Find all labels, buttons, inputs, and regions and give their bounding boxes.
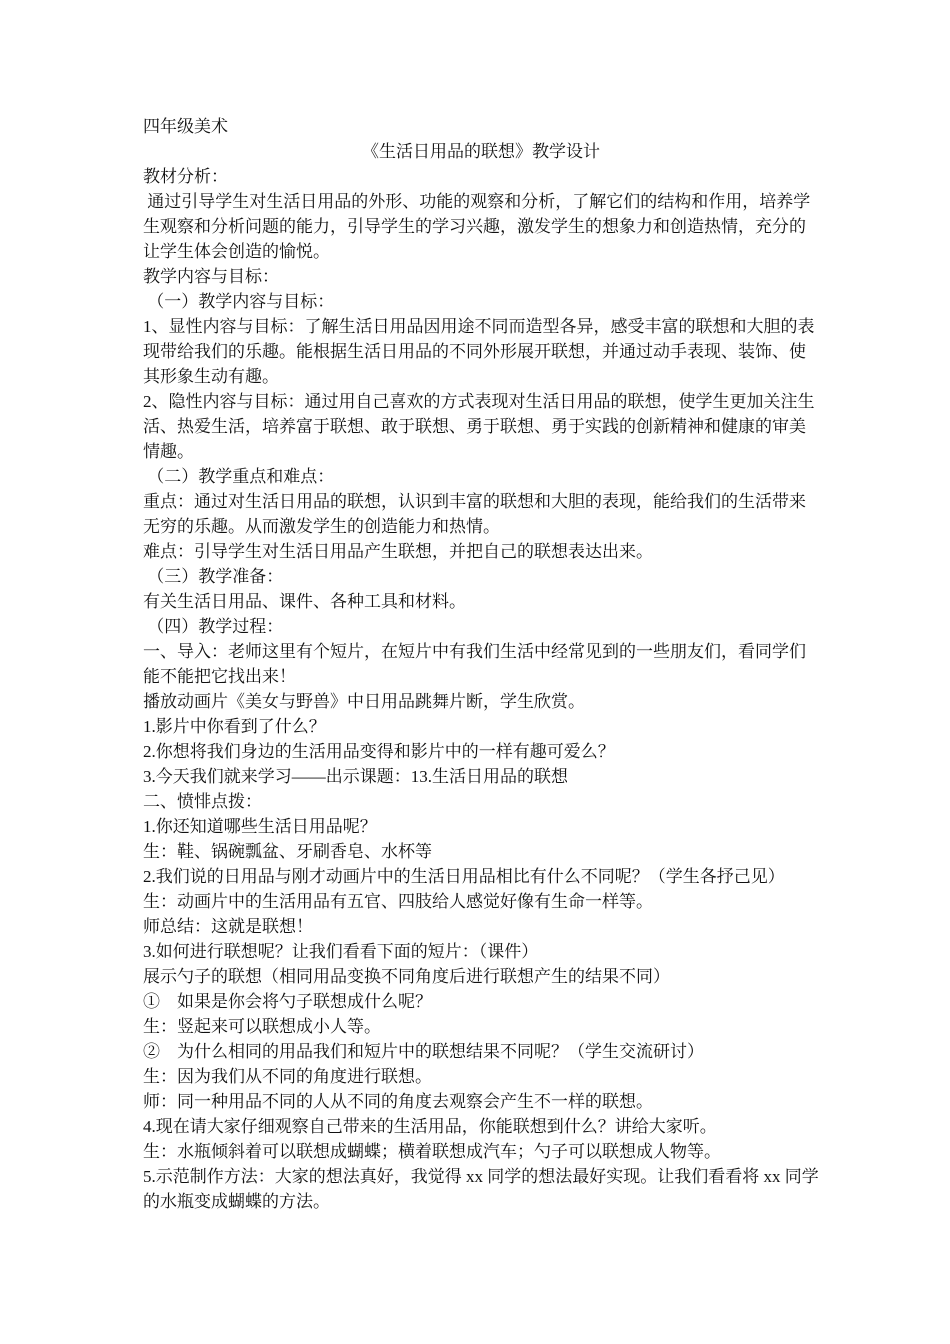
text-line: 教学内容与目标： [143, 267, 279, 286]
text-line: 一、导入：老师这里有个短片，在短片中有我们生活中经常见到的一些朋友们，看同学们 [143, 642, 806, 661]
text-line: 无穷的乐趣。从而激发学生的创造能力和热情。 [143, 517, 500, 536]
text-line: 通过引导学生对生活日用品的外形、功能的观察和分析，了解它们的结构和作用，培养学 [143, 192, 811, 211]
text-line: 1、显性内容与目标：了解生活日用品因用途不同而造型各异，感受丰富的联想和大胆的表 [143, 317, 815, 336]
text-line: 情趣。 [143, 442, 194, 461]
text-line: 难点：引导学生对生活日用品产生联想，并把自己的联想表达出来。 [143, 542, 653, 561]
text-line: 师总结：这就是联想！ [143, 917, 313, 936]
text-line: 生：水瓶倾斜着可以联想成蝴蝶；横着联想成汽车；勺子可以联想成人物等。 [143, 1142, 721, 1161]
text-line: 有关生活日用品、课件、各种工具和材料。 [143, 592, 466, 611]
text-line: 现带给我们的乐趣。能根据生活日用品的不同外形展开联想，并通过动手表现、装饰、使 [143, 342, 806, 361]
text-line: 1.你还知道哪些生活日用品呢？ [143, 817, 377, 836]
text-line: 让学生体会创造的愉悦。 [143, 242, 330, 261]
text-line: 展示勺子的联想（相同用品变换不同角度后进行联想产生的结果不同） [143, 967, 670, 986]
text-line: 1.影片中你看到了什么？ [143, 717, 326, 736]
text-line: （三）教学准备： [143, 567, 284, 586]
text-line: ② 为什么相同的用品我们和短片中的联想结果不同呢？（学生交流研讨） [143, 1042, 704, 1061]
text-line: 4.现在请大家仔细观察自己带来的生活用品，你能联想到什么？讲给大家听。 [143, 1117, 717, 1136]
text-line: 生：动画片中的生活用品有五官、四肢给人感觉好像有生命一样等。 [143, 892, 653, 911]
course-label: 四年级美术 [143, 117, 228, 136]
text-line: 生：竖起来可以联想成小人等。 [143, 1017, 381, 1036]
text-line: ① 如果是你会将勺子联想成什么呢？ [143, 992, 432, 1011]
text-line: （二）教学重点和难点： [143, 467, 335, 486]
text-line: 二、愤悱点拨： [143, 792, 262, 811]
text-line: 3.今天我们就来学习——出示课题：13.生活日用品的联想 [143, 767, 568, 786]
text-line: 其形象生动有趣。 [143, 367, 279, 386]
text-line: 能不能把它找出来！ [143, 667, 296, 686]
text-line: 2.你想将我们身边的生活用品变得和影片中的一样有趣可爱么？ [143, 742, 615, 761]
text-line: 师：同一种用品不同的人从不同的角度去观察会产生不一样的联想。 [143, 1092, 653, 1111]
text-line: 生：鞋、锅碗瓢盆、牙刷香皂、水杯等 [143, 842, 432, 861]
text-line: 2、隐性内容与目标：通过用自己喜欢的方式表现对生活日用品的联想，使学生更加关注生 [143, 392, 815, 411]
text-line: 重点：通过对生活日用品的联想，认识到丰富的联想和大胆的表现，能给我们的生活带来 [143, 492, 806, 511]
document-body [143, 114, 819, 1214]
text-line: 生：因为我们从不同的角度进行联想。 [143, 1067, 432, 1086]
document-title: 《生活日用品的联想》教学设计 [362, 142, 600, 161]
text-line: 活、热爱生活，培养富于联想、敢于联想、勇于联想、勇于实践的创新精神和健康的审美 [143, 417, 806, 436]
text-line: 5.示范制作方法：大家的想法真好，我觉得 xx 同学的想法最好实现。让我们看看将 xx 同学 [143, 1167, 819, 1186]
text-line: 教材分析： [143, 167, 228, 186]
text-line: 的水瓶变成蝴蝶的方法。 [143, 1192, 330, 1211]
text-line: 生观察和分析问题的能力，引导学生的学习兴趣，激发学生的想象力和创造热情，充分的 [143, 217, 806, 236]
text-line: （一）教学内容与目标： [143, 292, 335, 311]
text-line: 3.如何进行联想呢？让我们看看下面的短片：（课件） [143, 942, 539, 961]
text-line: 播放动画片《美女与野兽》中日用品跳舞片断，学生欣赏。 [143, 692, 585, 711]
text-line: （四）教学过程： [143, 617, 284, 636]
text-line: 2.我们说的日用品与刚才动画片中的生活日用品相比有什么不同呢？（学生各抒己见） [143, 867, 785, 886]
